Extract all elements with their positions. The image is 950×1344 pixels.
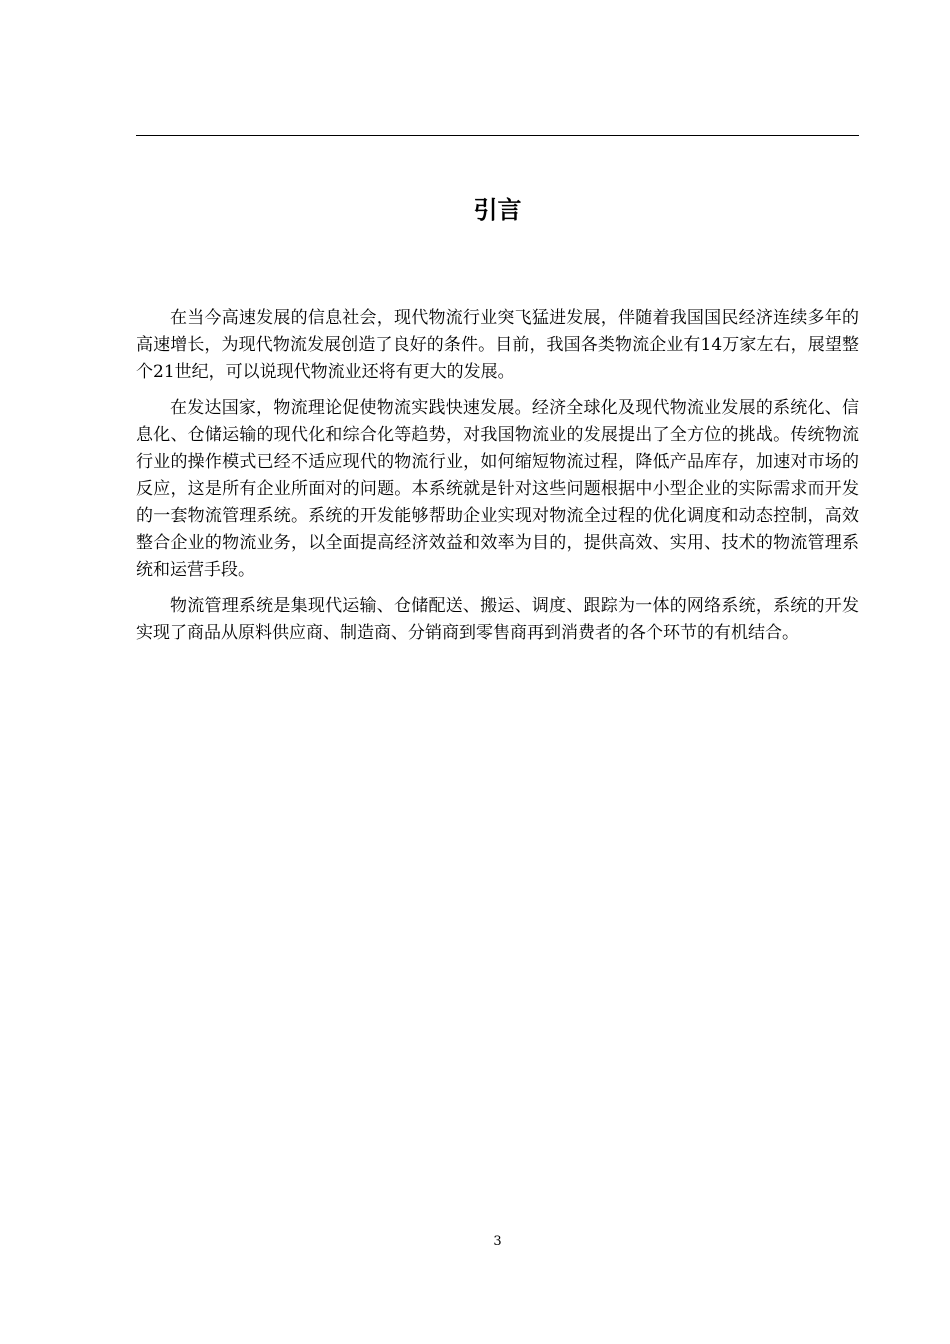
body-text — [136, 305, 859, 656]
header-rule — [136, 135, 859, 136]
page-number: 3 — [493, 1234, 502, 1249]
paragraph-1: 在当今高速发展的信息社会，现代物流行业突飞猛进发展，伴随着我国国民经济连续多年的高速增长，为现代物流发展创造了良好的条件。目前，我国各类物流企业有14万家左右，展望整个21世纪，可以说现代物流业还将有更大的发展。 — [136, 308, 859, 382]
paragraph-2: 在发达国家，物流理论促使物流实践快速发展。经济全球化及现代物流业发展的系统化、信息化、仓储运输的现代化和综合化等趋势，对我国物流业的发展提出了全方位的挑战。传统物流行业的操作模式已经不适应现代的物流行业，如何缩短物流过程，降低产品库存，加速对市场的反应，这是所有企业所面对的问题。本系统就是针对这些问题根据中小型企业的实际需求而开发的一套物流管理系统。系统的开发能够帮助企业实现对物流全过程的优化调度和动态控制，高效整合企业的物流业务，以全面提高经济效益和效率为目的，提供高效、实用、技术的物流管理系统和运营手段。 — [136, 398, 859, 580]
page-title: 引言 — [473, 196, 522, 224]
paragraph-3: 物流管理系统是集现代运输、仓储配送、搬运、调度、跟踪为一体的网络系统，系统的开发实现了商品从原料供应商、制造商、分销商到零售商再到消费者的各个环节的有机结合。 — [136, 596, 859, 643]
